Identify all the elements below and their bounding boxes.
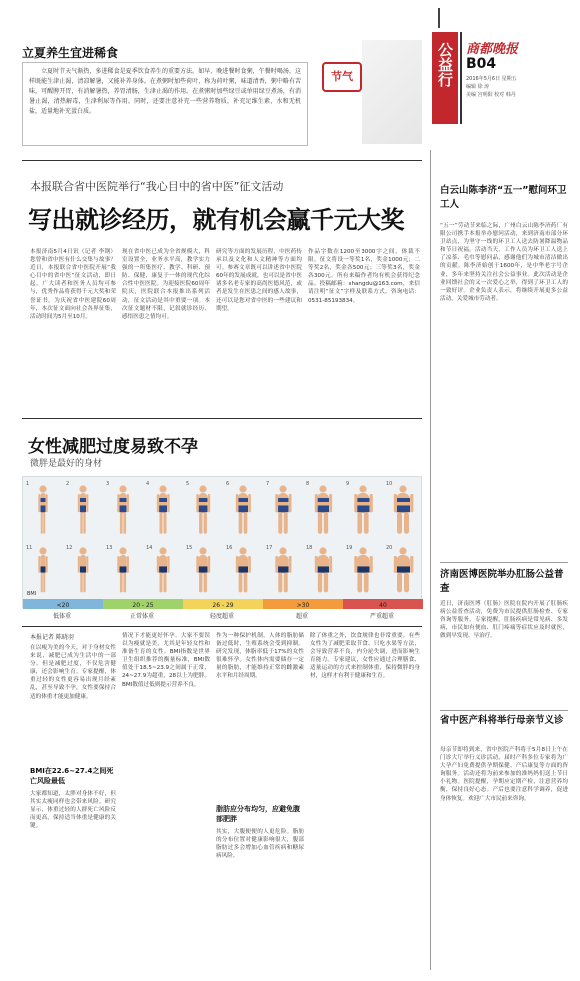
masthead bbox=[432, 8, 572, 143]
designer-line: 美编 宫明阳 校对 韩丹 bbox=[466, 92, 516, 98]
sidebar-story2-body: 近日，济南医博（肛肠）医院在院内开展了肛肠疾病公益普查活动，免费为市民提供肛肠检查、专家咨询等服务。专家提醒，肛肠疾病是常见病、多发病，市民如有便血、肛门疼痛等症状应及时就医，做到早发现、早治疗。 bbox=[440, 601, 568, 640]
figure-number: 12 bbox=[66, 545, 73, 551]
body-silhouette bbox=[354, 547, 372, 592]
main-story-headline: 写出就诊经历，就有机会赢千元大奖 bbox=[28, 206, 404, 234]
figure-number: 18 bbox=[306, 545, 313, 551]
main-story-col2: 现在省中医已成为全省规模大，科室设置全，业务水平高，教学实力强的一所集医疗、教学、科研、预防、保健、康复于一体的现代化综合性中医医院。为迎接医院60周年院庆，医院联合本报推出系列活动，征文活动是其中重要一项。本次征文题材不限，记叙就诊经历、感悟医患之情均可。 bbox=[122, 249, 210, 320]
bmi-label: BMI bbox=[27, 591, 37, 597]
sidebar-story1-body: “五一”劳动节来临之际，广州白云山陈李济药厂有限公司携手本报举办慰问活动，来到济南市部分环卫站点，为坚守一线的环卫工人送去防暑降温物品和节日祝福。活动当天，工作人员为环卫工人送上了凉茶、毛巾等慰问品，感谢他们为城市清洁做出的贡献。陈李济始创于1600年，是中华老字号企业，多年来坚持关注社会公益事业。此次活动是企业回馈社会的又一次爱心之举，得到了环卫工人的一致好评。企业负责人表示，将继续开展更多公益活动，关爱城市劳动者。 bbox=[440, 223, 568, 302]
body-silhouette bbox=[236, 485, 251, 533]
feature-col4: 除了体重之外，饮食规律也非常重要。有些女性为了减肥采取节食、只吃水果等方法，会导致营养不良，内分泌失调，进而影响生育能力。专家建议，女性应通过合理膳食、适量运动的方式来控制体重，保持微胖的身材，这样才有利于健康和生育。 bbox=[310, 633, 420, 680]
bmi-band-range: >30 bbox=[296, 602, 310, 609]
body-silhouette bbox=[78, 485, 89, 533]
figure-number: 8 bbox=[306, 481, 310, 487]
body-silhouette bbox=[275, 547, 291, 592]
figure-number: 19 bbox=[346, 545, 353, 551]
feature-col3: 作为一种保护机制，人体的脂肪储备过低时，生殖系统会受到抑制。研究发现，体脂率低于17%的女性很难怀孕。女性体内需要储存一定量的脂肪，才能维持正常的雌激素水平和月经周期。 bbox=[216, 633, 304, 680]
figure-number: 7 bbox=[266, 481, 270, 487]
bmi-band-label: 轻度超重 bbox=[209, 613, 234, 620]
top-story-box bbox=[22, 62, 308, 146]
sidebar-divider-2 bbox=[440, 710, 568, 711]
figure-number: 15 bbox=[186, 545, 193, 551]
feature-col1: 在以瘦为美的今天，对于身材女性来说，减肥已成为生活中的一部分。但是减肥过度，不仅危害健康，还会影响生育。专家提醒，体重过轻的女性更容易出现月经紊乱，甚至导致不孕，女性要保持合适的体重才能更加健康。 bbox=[30, 645, 116, 700]
figure-number: 3 bbox=[106, 481, 110, 487]
section-label: 公益行 bbox=[436, 42, 454, 87]
feature-sub1: BMI在22.6~27.4之间死亡风险最低 bbox=[30, 767, 114, 785]
figure-number: 9 bbox=[346, 481, 350, 487]
body-silhouette bbox=[196, 547, 210, 592]
body-silhouette bbox=[117, 485, 129, 533]
bmi-figure-svg bbox=[23, 477, 423, 609]
figure-number: 4 bbox=[146, 481, 150, 487]
top-story-headline: 立夏养生宜进稀食 bbox=[22, 46, 119, 60]
feature-headline: 女性减肥过度易致不孕 bbox=[28, 437, 198, 457]
figure-number: 6 bbox=[226, 481, 230, 487]
main-story-col4: 作品字数在1200至3000字之间，体裁不限。征文将设一等奖1名，奖金1000元；二等奖2名，奖金各500元；三等奖3名，奖金各300元。所有来稿作者均有机会获得纪念品。投稿邮箱：shangdu@163.com，来信请注明“征文”字样及联系方式。咨询电话：0531-85193834。 bbox=[308, 249, 420, 304]
figure-number: 20 bbox=[386, 545, 393, 551]
body-silhouette bbox=[275, 485, 291, 533]
body-silhouette bbox=[394, 547, 414, 592]
jieqi-badge bbox=[322, 62, 362, 92]
sidebar-story1-title: 白云山陈李济“五一”慰问环卫工人 bbox=[440, 185, 567, 210]
masthead-rule bbox=[460, 32, 462, 124]
top-divider bbox=[438, 8, 440, 28]
figure-number: 17 bbox=[266, 545, 273, 551]
paper-name: 商都晚报 bbox=[466, 42, 519, 57]
feature-sub2: 脂肪应分布均匀，应避免腹部肥胖 bbox=[216, 805, 300, 823]
sidebar-story3-body: 母亲节即将到来，省中医院产科将于5月8日上午在门诊大厅举行义诊活动，届时产科多位专家将为广大孕产妇免费提供孕期保健、产后康复等方面的咨询服务。活动还将为前来参加的准妈妈们送上节日小礼物。医院提醒，孕期应定期产检，注意营养均衡，保持良好心态。产后也要注意科学调养，促进身体恢复。欢迎广大市民前来咨询。 bbox=[440, 747, 568, 802]
body-silhouette bbox=[38, 485, 47, 533]
body-silhouette bbox=[157, 485, 170, 533]
figure-number: 14 bbox=[146, 545, 153, 551]
body-silhouette bbox=[117, 547, 129, 592]
body-silhouette bbox=[315, 485, 332, 533]
body-silhouette bbox=[394, 485, 414, 533]
sidebar-separator bbox=[430, 150, 431, 970]
page-code: B04 bbox=[466, 56, 497, 72]
bmi-figure bbox=[22, 476, 422, 608]
divider-2 bbox=[22, 418, 422, 419]
badge-decor bbox=[362, 40, 422, 144]
body-silhouette bbox=[354, 485, 372, 533]
body-silhouette bbox=[196, 485, 210, 533]
bmi-band-label: 低体重 bbox=[52, 613, 71, 620]
figure-number: 16 bbox=[226, 545, 233, 551]
figure-number: 1 bbox=[26, 481, 30, 487]
bmi-band-range: <20 bbox=[56, 602, 70, 609]
divider-1 bbox=[22, 160, 422, 161]
editor-line: 编辑 徐 涛 bbox=[466, 84, 490, 90]
main-story-kicker: 本报联合省中医院举行“我心目中的省中医”征文活动 bbox=[30, 180, 284, 193]
figure-number: 13 bbox=[106, 545, 113, 551]
feature-byline: 本报记者 陈晓羽 bbox=[30, 634, 74, 641]
bmi-band-range: 40 bbox=[379, 602, 387, 609]
bmi-band-label: 严重超重 bbox=[369, 613, 394, 620]
bmi-band-label: 超重 bbox=[295, 613, 308, 620]
figure-number: 5 bbox=[186, 481, 190, 487]
sidebar-story2-title: 济南医博医院举办肛肠公益普查 bbox=[440, 569, 564, 594]
body-silhouette bbox=[38, 547, 47, 592]
figure-number: 11 bbox=[26, 545, 33, 551]
sidebar-story3-title: 省中医产科将举行母亲节义诊 bbox=[440, 715, 564, 726]
sidebar-divider-1 bbox=[440, 562, 568, 563]
jieqi-badge-label: 节气 bbox=[331, 70, 353, 83]
date-line: 2016年5月6日 星期五 bbox=[466, 76, 517, 82]
main-story-col1: 本报济南5月4日讯（记者 李钢）您曾和省中医有什么交集与故事？近日，本报联合省中医院开展“我心目中的省中医”征文活动，即日起，广大读者和医务人员均可参与，优秀作品将获得千元大奖和荣誉证书。为庆祝省中医建院60周年，本次征文面向社会各界征集，活动时间为5月至10月。 bbox=[30, 249, 116, 320]
figure-number: 2 bbox=[66, 481, 70, 487]
bmi-band-labels bbox=[22, 610, 422, 622]
body-silhouette bbox=[157, 547, 170, 592]
feature-col1b: 大家都知道，太胖对身体不好，但其实太瘦同样也会带来风险。研究显示，体重过轻的人群死亡风险反而更高，保持适当体重是健康的关键。 bbox=[30, 791, 116, 830]
main-story-col3: 研究等方面的发展历程，中医药传承以及文化和人文精神等方面均可。参赛文章既可以讲述省中医院60年的发展成就，也可以是省中医诸多名老专家的高尚医德风范，或者是发生在医患之间的感人故事，还可以是您对省中医的一些建议和期望。 bbox=[216, 249, 302, 312]
bmi-band-label: 正常体重 bbox=[129, 613, 154, 620]
figure-number: 10 bbox=[386, 481, 393, 487]
body-silhouette bbox=[236, 547, 251, 592]
top-story-body: 立夏时节天气渐热，多进稀食是夏季饮食养生的重要方法。如早、晚进餐时食粥，午餐时喝汤，这样既能生津止渴，清凉解暑，又能补养身体。在煮粥时加些荷叶，称为荷叶粥，味道清香，粥中略有苦味，可醒脾开胃，有消解暑热，养胃清肠，生津止渴的作用。在煮粥时加些绿豆或单用绿豆煮汤，有消暑止渴，清热解毒，生津利尿等作用。同时，还要注意补充一些营养物质，补充足维生素，水和无机盐，适量地补充蛋白质。 bbox=[29, 68, 301, 115]
feature-subhead: 微胖是最好的身材 bbox=[30, 459, 103, 469]
bmi-band-range: 20 - 25 bbox=[132, 602, 154, 609]
body-silhouette bbox=[78, 547, 89, 592]
divider-3 bbox=[22, 626, 422, 627]
body-silhouette bbox=[315, 547, 332, 592]
bmi-band-range: 26 - 29 bbox=[212, 602, 234, 609]
feature-col2: 情况下才能更好怀孕。大家不要误以为瘦就是美，尤其是年轻女性和准备生育的女性。BMI指数是世界卫生组织推荐的衡量标准，BMI数值处于18.5~23.9之间属于正常，24~27.9为超重，28以上为肥胖。BMI数值过低则提示营养不良。 bbox=[122, 633, 210, 688]
feature-col3b: 其实，大腹便便的人更危险。脂肪的分布位置对健康影响很大，腹部脂肪过多会增加心血管疾病和糖尿病风险。 bbox=[216, 829, 304, 860]
